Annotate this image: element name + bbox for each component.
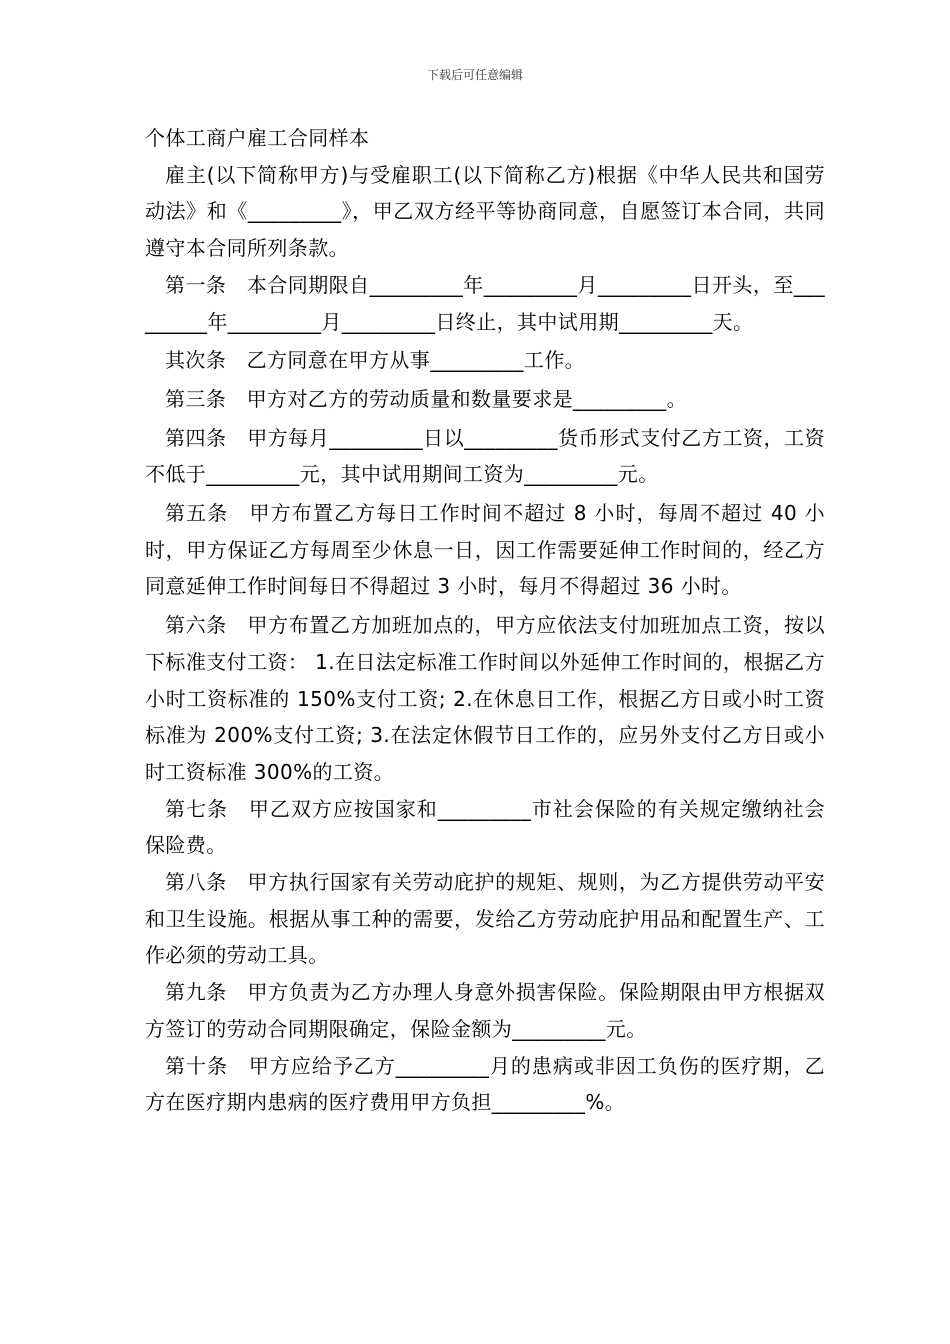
clause-5: 第五条 甲方布置乙方每日工作时间不超过 8 小时，每周不超过 40 小时，甲方保证乙方每周至少休息一日，因工作需要延伸工作时间的，经乙方同意延伸工作时间每日不得超过 3 小时，每月不得超过 36 小时。 bbox=[145, 501, 825, 599]
clause-4: 第四条 甲方每月_________日以_________货币形式支付乙方工资，工资不低于_________元，其中试用期间工资为_________元。 bbox=[145, 425, 825, 487]
clause-2: 其次条 乙方同意在甲方从事_________工作。 bbox=[165, 348, 585, 373]
clause-8: 第八条 甲方执行国家有关劳动庇护的规矩、规则，为乙方提供劳动平安和卫生设施。根据从事工种的需要，发给乙方劳动庇护用品和配置生产、工作必须的劳动工具。 bbox=[145, 870, 825, 968]
page-header-note: 下载后可任意编辑 bbox=[426, 68, 523, 82]
clause-1: 第一条 本合同期限自_________年_________月_________日开头，至_________年_________月_________日终止，其中试用期_________天。 bbox=[145, 272, 825, 334]
clause-9: 第九条 甲方负责为乙方办理人身意外损害保险。保险期限由甲方根据双方签订的劳动合同期限确定，保险金额为_________元。 bbox=[145, 980, 825, 1041]
paragraph-preamble: 雇主(以下简称甲方)与受雇职工(以下简称乙方)根据《中华人民共和国劳动法》和《_________》，甲乙双方经平等协商同意，自愿签订本合同，共同遵守本合同所列条款。 bbox=[145, 162, 825, 261]
clause-3: 第三条 甲方对乙方的劳动质量和数量要求是_________。 bbox=[165, 386, 687, 411]
clause-6: 第六条 甲方布置乙方加班加点的，甲方应依法支付加班加点工资，按以下标准支付工资： 1.在日法定标准工作时间以外延伸工作时间的，根据乙方小时工资标准的 150%支付工资; 2.在休息日工作，根据乙方日或小时工资标准为 200%支付工资; 3.在法定休假节日工作的，应另外支付乙方日或小时工资标准 300%的工资。 bbox=[145, 613, 825, 784]
clause-7: 第七条 甲乙双方应按国家和_________市社会保险的有关规定缴纳社会保险费。 bbox=[145, 796, 825, 858]
document-title: 个体工商户雇工合同样本 bbox=[145, 126, 370, 150]
document-body bbox=[145, 120, 825, 1121]
clause-10: 第十条 甲方应给予乙方_________月的患病或非因工负伤的医疗期，乙方在医疗期内患病的医疗费用甲方负担_________%。 bbox=[145, 1053, 825, 1115]
